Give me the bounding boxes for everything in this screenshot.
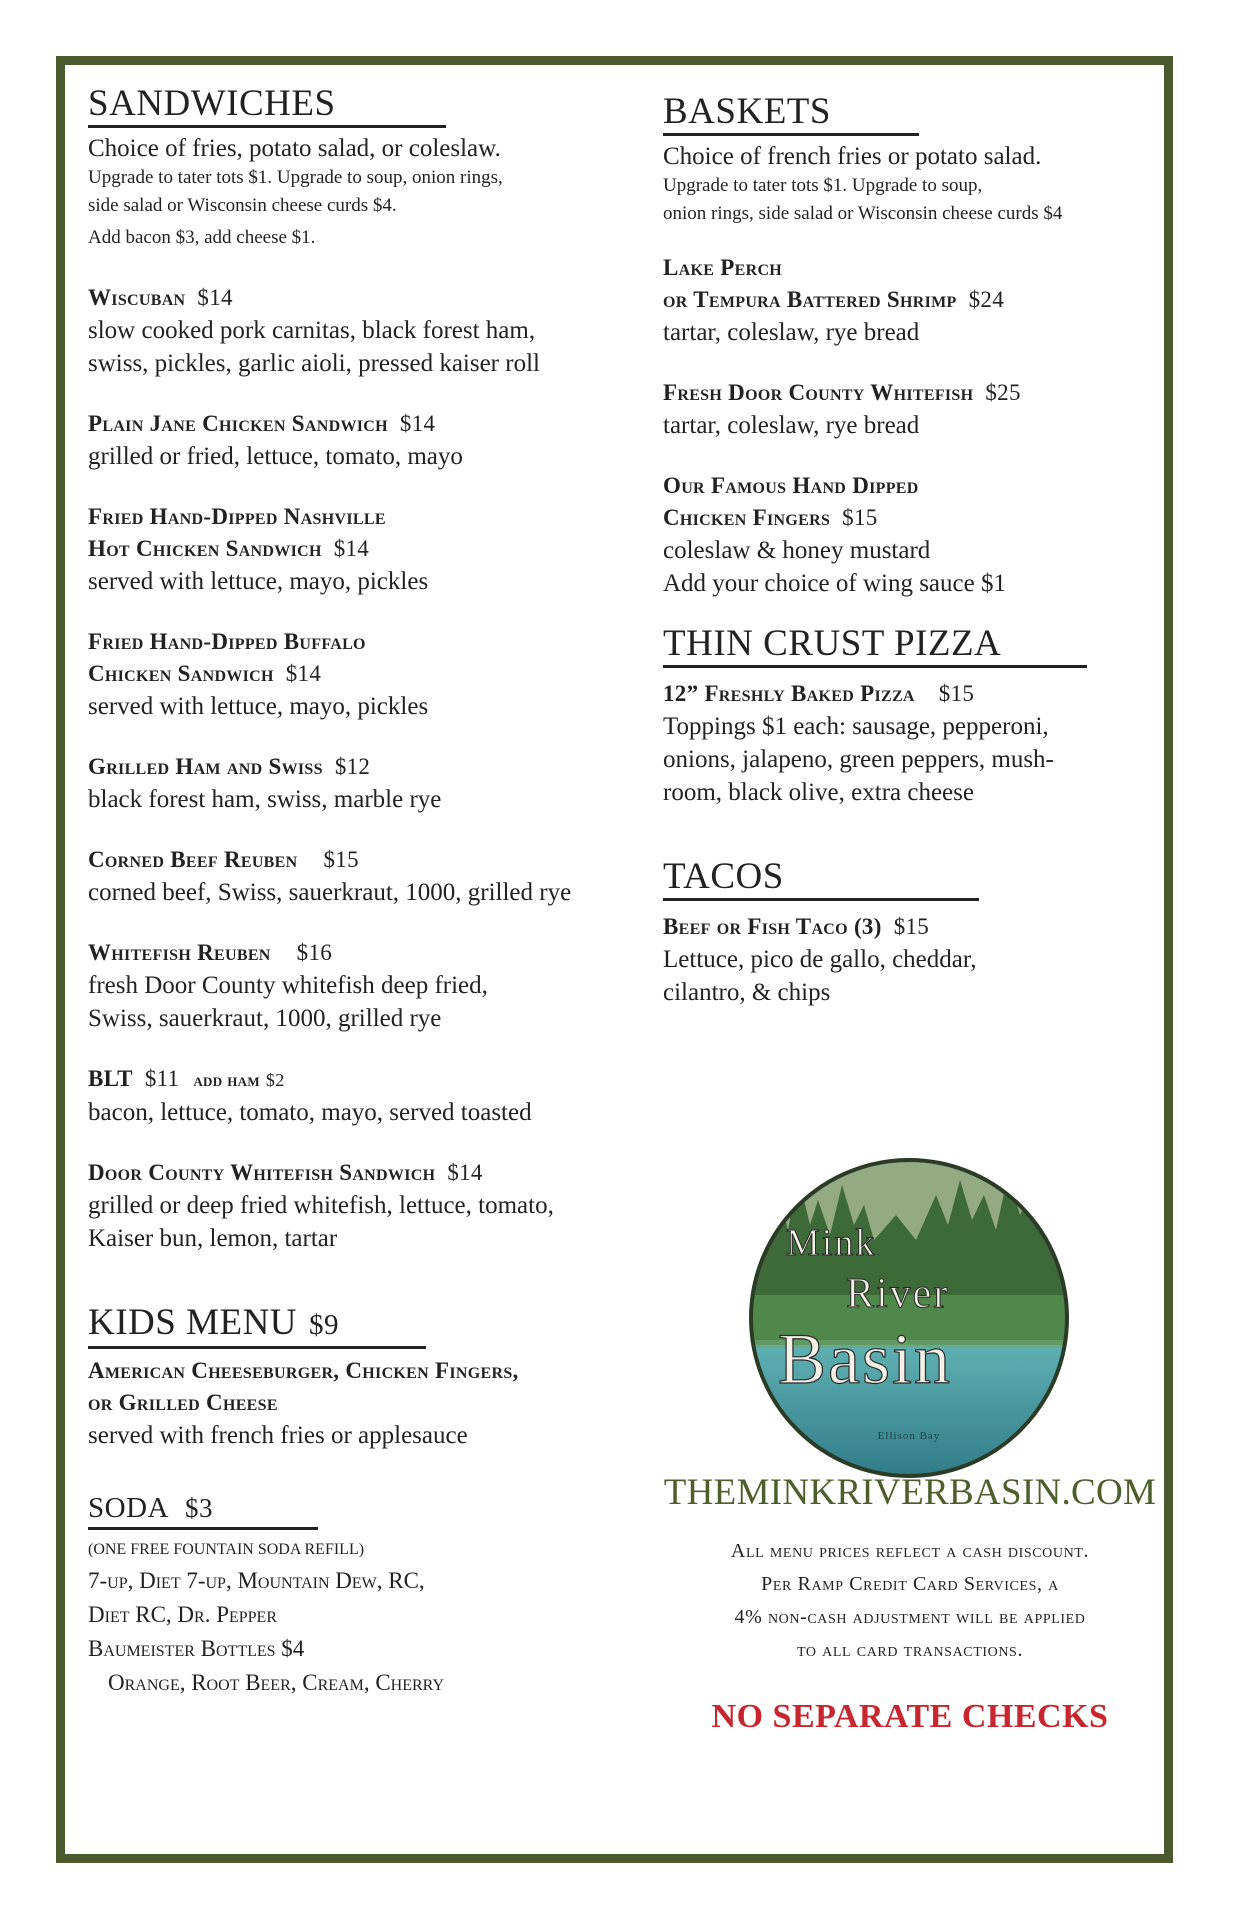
item-desc: Add your choice of wing sauce $1 (663, 570, 1006, 597)
taco-price: $15 (893, 914, 930, 939)
notice-line-1: All menu prices reflect a cash discount. (730, 1540, 1090, 1562)
item-desc: swiss, pickles, garlic aioli, pressed kaiser roll (88, 350, 540, 377)
item-desc: grilled or fried, lettuce, tomato, mayo (88, 443, 463, 470)
kids-desc: served with french fries or applesauce (88, 1422, 468, 1449)
item-price: $14 (333, 536, 370, 561)
item-price: $15 (323, 847, 359, 872)
tacos-title: TACOS (663, 856, 784, 897)
item-name: Corned Beef Reuben (88, 847, 298, 872)
taco-desc-1: Lettuce, pico de gallo, cheddar, (663, 946, 977, 973)
item-name: Grilled Ham and Swiss (88, 754, 323, 779)
sandwiches-heading (88, 84, 648, 128)
no-separate-checks: NO SEPARATE CHECKS (711, 1698, 1109, 1735)
menu-item-wiscuban (88, 282, 648, 380)
item-name: Fried Hand-Dipped Nashville (88, 504, 386, 529)
kids-items-1: American Cheeseburger, Chicken Fingers, (88, 1358, 519, 1383)
baskets-title: BASKETS (663, 91, 831, 132)
logo-text-basin: Basin (778, 1319, 953, 1399)
tacos-heading (663, 857, 1183, 901)
soda-line-3: Baumeister Bottles $4 (88, 1636, 305, 1661)
website-link[interactable]: THEMINKRIVERBASIN.COM (663, 1472, 1157, 1513)
item-name: Whitefish Reuben (88, 940, 271, 965)
pizza-rule (663, 665, 1087, 668)
notice-line-2: Per Ramp Credit Card Services, a (761, 1573, 1059, 1595)
item-name: Chicken Fingers (663, 505, 831, 530)
item-price: $12 (334, 754, 371, 779)
menu-item-whitefish-reuben (88, 937, 648, 1035)
item-price: $14 (197, 285, 233, 310)
baskets-intro: Choice of french fries or potato salad. (663, 143, 1042, 170)
item-name: Fresh Door County Whitefish (663, 380, 974, 405)
item-name: Fried Hand-Dipped Buffalo (88, 629, 366, 654)
sandwiches-rule (88, 125, 446, 128)
item-desc: bacon, lettuce, tomato, mayo, served toasted (88, 1099, 532, 1126)
menu-item-grilled-ham-swiss (88, 751, 648, 816)
menu-item-corned-beef-reuben (88, 844, 648, 909)
menu-item-chicken-fingers (663, 470, 1183, 600)
item-name: Hot Chicken Sandwich (88, 536, 322, 561)
soda-heading (88, 1490, 648, 1530)
item-desc: served with lettuce, mayo, pickles (88, 568, 429, 595)
menu-item-blt (88, 1063, 648, 1129)
item-price: $14 (447, 1160, 483, 1185)
right-column (663, 84, 1183, 1009)
item-name: Wiscuban (88, 285, 186, 310)
card-fee-notice (640, 1535, 1180, 1667)
soda-note: (ONE FREE FOUNTAIN SODA REFILL) (88, 1541, 365, 1558)
kids-rule (88, 1346, 426, 1349)
taco-desc-2: cilantro, & chips (663, 979, 831, 1006)
item-price: $25 (985, 380, 1021, 405)
pizza-desc-2: onions, jalapeno, green peppers, mush- (663, 746, 1054, 773)
item-desc: fresh Door County whitefish deep fried, (88, 972, 488, 999)
item-price: $16 (296, 940, 333, 965)
item-name: or Tempura Battered Shrimp (663, 287, 957, 312)
soda-line-4: Orange, Root Beer, Cream, Cherry (108, 1670, 445, 1695)
mink-river-basin-logo (746, 1155, 1072, 1481)
baskets-upgrade-2: onion rings, side salad or Wisconsin cheese curds $4 (663, 203, 1063, 224)
item-name: Lake Perch (663, 255, 783, 280)
item-price: $24 (968, 287, 1004, 312)
item-desc: grilled or deep fried whitefish, lettuce, tomato, (88, 1192, 554, 1219)
add-ham-price: $2 (265, 1070, 285, 1090)
item-desc: black forest ham, swiss, marble rye (88, 786, 442, 813)
soda-line-1: 7-up, Diet 7-up, Mountain Dew, RC, (88, 1568, 425, 1593)
item-name: Door County Whitefish Sandwich (88, 1160, 436, 1185)
item-price: $14 (399, 411, 436, 436)
item-desc: tartar, coleslaw, rye bread (663, 412, 920, 439)
menu-item-plain-jane (88, 408, 648, 473)
kids-price: $9 (309, 1309, 340, 1341)
sandwiches-title: SANDWICHES (88, 83, 336, 124)
item-desc: coleslaw & honey mustard (663, 537, 931, 564)
item-price: $15 (842, 505, 878, 530)
taco-name: Beef or Fish Taco (3) (663, 914, 882, 939)
sandwiches-upgrade-1: Upgrade to tater tots $1. Upgrade to soup, onion rings, (88, 167, 503, 188)
menu-item-nashville-hot-chicken (88, 501, 648, 598)
logo-text-mink: Mink (786, 1222, 877, 1264)
menu-item-buffalo-chicken (88, 626, 648, 723)
pizza-price: $15 (938, 681, 975, 706)
soda-title: SODA (88, 1492, 169, 1524)
item-price: $14 (285, 661, 322, 686)
baskets-rule (663, 133, 919, 136)
item-name: Chicken Sandwich (88, 661, 274, 686)
item-desc: served with lettuce, mayo, pickles (88, 693, 429, 720)
menu-item-whitefish-sandwich (88, 1157, 648, 1255)
left-column (88, 84, 648, 1700)
sandwiches-addons: Add bacon $3, add cheese $1. (88, 227, 316, 248)
sandwiches-upgrade-2: side salad or Wisconsin cheese curds $4. (88, 195, 397, 216)
item-name: Plain Jane Chicken Sandwich (88, 411, 388, 436)
soda-price: $3 (184, 1493, 213, 1523)
item-name: BLT (88, 1066, 133, 1091)
item-desc: corned beef, Swiss, sauerkraut, 1000, grilled rye (88, 879, 572, 906)
soda-rule (88, 1527, 318, 1530)
item-desc: tartar, coleslaw, rye bread (663, 319, 920, 346)
notice-line-3: 4% non-cash adjustment will be applied (734, 1606, 1086, 1628)
soda-line-2: Diet RC, Dr. Pepper (88, 1602, 278, 1627)
item-name: Our Famous Hand Dipped (663, 473, 919, 498)
kids-title: KIDS MENU (88, 1302, 298, 1343)
baskets-upgrade-1: Upgrade to tater tots $1. Upgrade to soup, (663, 175, 983, 196)
pizza-name: 12” Freshly Baked Pizza (663, 681, 915, 706)
menu-item-door-county-whitefish (663, 377, 1183, 442)
kids-heading (88, 1303, 648, 1349)
add-ham-label: add ham (193, 1070, 260, 1090)
item-desc: Kaiser bun, lemon, tartar (88, 1225, 338, 1252)
menu-item-lake-perch (663, 252, 1183, 349)
baskets-heading (663, 92, 1183, 136)
item-desc: slow cooked pork carnitas, black forest ham, (88, 317, 536, 344)
pizza-heading (663, 624, 1183, 668)
pizza-title: THIN CRUST PIZZA (663, 623, 1002, 664)
notice-line-4: to all card transactions. (796, 1639, 1024, 1661)
pizza-desc-3: room, black olive, extra cheese (663, 779, 974, 806)
sandwiches-intro: Choice of fries, potato salad, or coleslaw. (88, 135, 501, 162)
tacos-rule (663, 898, 979, 901)
item-desc: Swiss, sauerkraut, 1000, grilled rye (88, 1005, 442, 1032)
logo-text-ellison-bay: Ellison Bay (877, 1430, 941, 1442)
item-price: $11 (144, 1066, 180, 1091)
logo-text-river: River (846, 1271, 950, 1317)
kids-items-2: or Grilled Cheese (88, 1390, 278, 1415)
pizza-desc-1: Toppings $1 each: sausage, pepperoni, (663, 713, 1049, 740)
